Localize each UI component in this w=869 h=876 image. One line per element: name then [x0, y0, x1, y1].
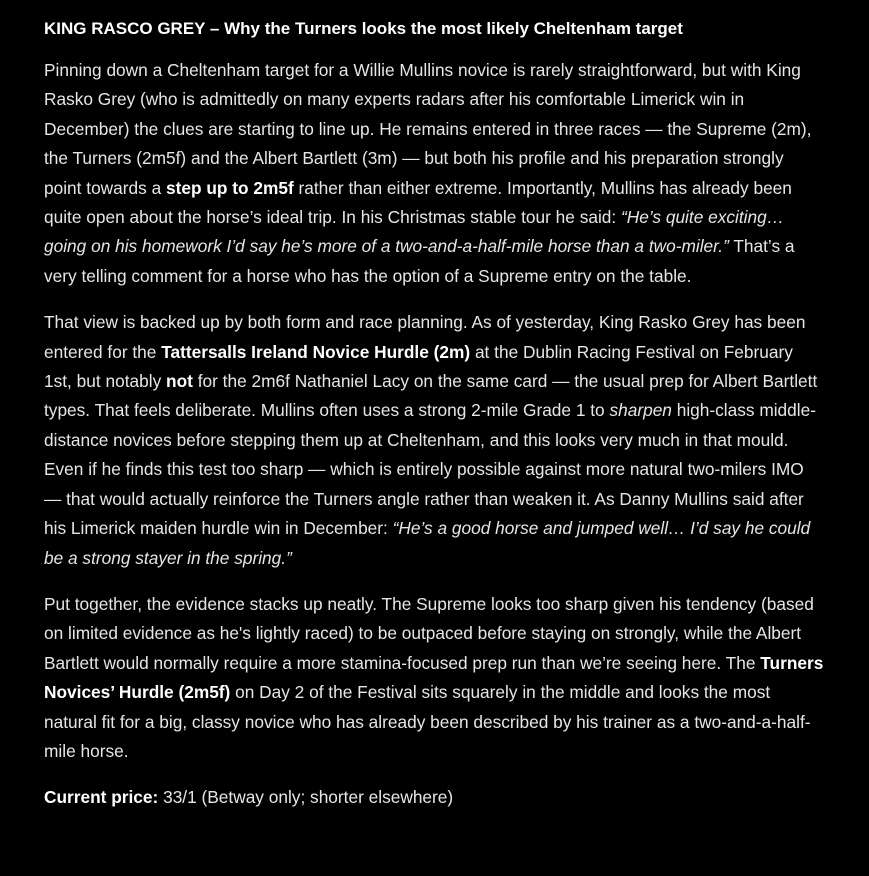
paragraph-text: at the Dublin Racing Festival on February 1st, but notably: [44, 341, 793, 392]
price-value: 33/1 (Betway only; shorter elsewhere): [158, 787, 454, 808]
paragraph-text: That view is backed up by both form and race planning. As of yesterday, King Rasko Grey has been entered for the: [44, 312, 806, 362]
bold-text: Turners Novices’ Hurdle (2m5f): [44, 652, 824, 703]
bold-text: not: [166, 371, 193, 392]
bold-text: Tattersalls Ireland Novice Hurdle (2m): [161, 341, 471, 362]
paragraph-text: on Day 2 of the Festival sits squarely in the middle and looks the most natural fit for a big, classy novice who has already been described by his trainer as a two-and-a-half-mile horse.: [44, 682, 811, 761]
quote-text: “He’s a good horse and jumped well… I’d say he could be a strong stayer in the spring.”: [44, 518, 811, 568]
italic-text: sharpen: [609, 400, 672, 421]
paragraph-text: high-class middle-distance novices before stepping them up at Cheltenham, and this looks very much in that mould. Even if he finds this test too sharp — which is entirely possible against more natural two-milers IMO — that would actually reinforce the Turners angle rather than weaken it. As Danny Mullins said after his Limerick maiden hurdle win in December:: [44, 400, 816, 539]
article-title: KING RASCO GREY – Why the Turners looks the most likely Cheltenham target: [44, 19, 683, 38]
current-price: [44, 783, 825, 812]
quote-text: “He’s quite exciting… going on his homework I’d say he’s more of a two-and-a-half-mile horse than a two-miler.”: [44, 207, 784, 257]
paragraph-text: That’s a very telling comment for a horse who has the option of a Supreme entry on the table.: [44, 236, 795, 286]
paragraph-3: [44, 590, 825, 766]
price-label: Current price:: [44, 787, 159, 808]
bold-text: step up to 2m5f: [166, 177, 294, 198]
paragraph-text: Pinning down a Cheltenham target for a Willie Mullins novice is rarely straightforward, but with King Rasko Grey (who is admittedly on many experts radars after his comfortable Limerick win in December) the clues are starting to line up. He remains entered in three races — the Supreme (2m), the Turners (2m5f) and the Albert Bartlett (3m) — but both his profile and his preparation strongly point towards a: [44, 60, 812, 198]
paragraph-2: [44, 308, 825, 573]
paragraph-text: Put together, the evidence stacks up neatly. The Supreme looks too sharp given his tendency (based on limited evidence as he's lightly raced) to be outpaced before staying on strongly, while the Albert Bartlett would normally require a more stamina-focused prep run than we’re seeing here. The: [44, 593, 814, 673]
paragraph-text: rather than either extreme. Importantly, Mullins has already been quite open about the horse’s ideal trip. In his Christmas stable tour he said:: [44, 177, 792, 228]
paragraph-text: for the 2m6f Nathaniel Lacy on the same card — the usual prep for Albert Bartlett types. That feels deliberate. Mullins often uses a strong 2-mile Grade 1 to: [44, 371, 818, 421]
paragraph-1: [44, 56, 825, 291]
